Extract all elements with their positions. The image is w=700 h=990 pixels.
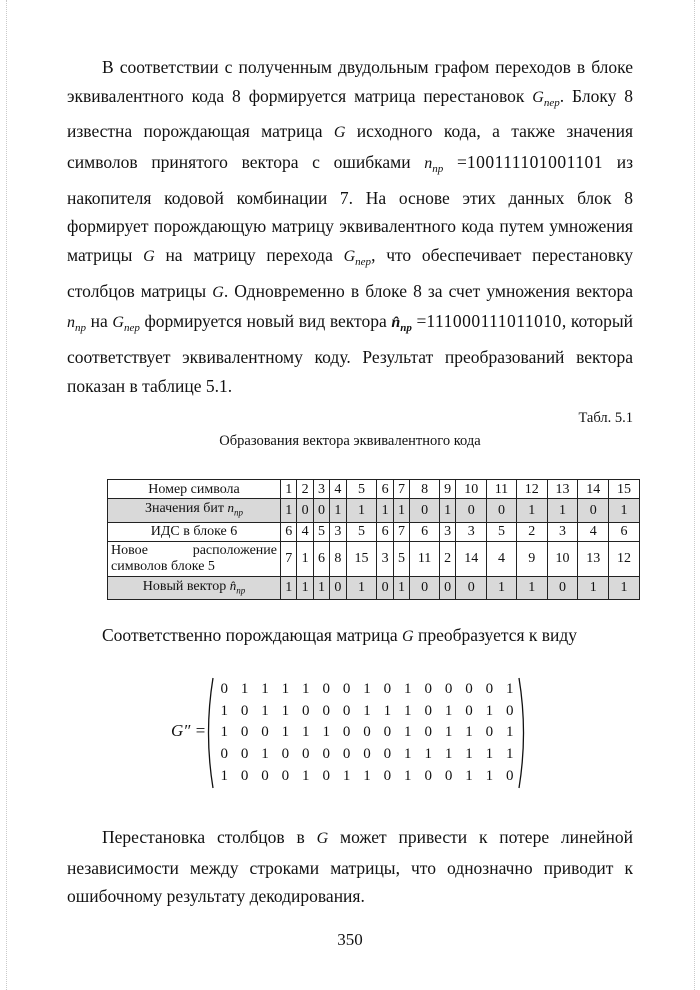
matrix-cell: 0 bbox=[281, 767, 290, 784]
table-cell: 6 bbox=[281, 522, 297, 541]
table-cell: 1 bbox=[609, 576, 640, 600]
matrix-cell: 0 bbox=[281, 746, 290, 763]
matrix-cell: 0 bbox=[465, 702, 473, 719]
paragraph-1: В соответствии с полученным двудольным графом переходов в блоке эквивалентного кода 8 формируется матрица перестановок $G_{пер}$. Блоку 8 известна порождающая матрица G исходного кода, а также значения символов принятого вектора с ошибками $n_{пр} =100111101001101$ из накопителя кодовой комбинации 7. На основе этих данных блок 8 формирует порождающую матрицу эквивалентного кода путем умножения матрицы G на матрицу перехода $G_{пер}$, что обеспечивает перестановку столбцов матрицы G. Одновременно в блоке 8 за счет умножения вектора $n_{пр}$ на $G_{пер}$ формируется новый вид вектора $n̂_{пр} =111000111011010$, который соответствует эквивалентному коду. Результат преобразований вектора показан в таблице 5.1. bbox=[67, 57, 634, 396]
table-cell: 3 bbox=[313, 480, 329, 499]
matrix-cell: 1 bbox=[485, 702, 494, 719]
table-caption: Образования вектора эквивалентного кода bbox=[219, 433, 481, 449]
table-cell: 1 bbox=[346, 576, 377, 600]
table-cell: 0 bbox=[330, 576, 346, 600]
var-g: G bbox=[143, 247, 155, 265]
matrix-cell: 0 bbox=[444, 681, 453, 698]
table-cell: 2 bbox=[516, 522, 547, 541]
table-cell: 2 bbox=[297, 480, 313, 499]
table-cell: 1 bbox=[313, 576, 329, 600]
matrix-cell: 1 bbox=[261, 746, 269, 763]
matrix-cell: 1 bbox=[404, 746, 412, 763]
table-cell: 8 bbox=[410, 480, 440, 499]
matrix-cell: 0 bbox=[444, 767, 453, 784]
var-g: G bbox=[402, 628, 414, 645]
table-cell: 1 bbox=[393, 499, 409, 523]
table-cell: 5 bbox=[346, 480, 377, 499]
table-cell: 14 bbox=[578, 480, 609, 499]
matrix-cell: 0 bbox=[342, 746, 351, 763]
table-cell: 3 bbox=[330, 522, 346, 541]
matrix-cell: 1 bbox=[261, 681, 269, 698]
table-cell: 7 bbox=[393, 522, 409, 541]
table-cell: 1 bbox=[547, 499, 578, 523]
table-cell: 4 bbox=[297, 522, 313, 541]
left-margin-dotted-line bbox=[6, 0, 7, 990]
var-g-per: $G_{пер}$ bbox=[532, 88, 560, 109]
matrix-cell: 1 bbox=[302, 767, 310, 784]
table-cell: 1 bbox=[487, 576, 517, 600]
table-row bbox=[108, 541, 640, 576]
table-cell: 1 bbox=[516, 576, 547, 600]
var-g-per: $G_{пер}$ bbox=[112, 314, 140, 335]
paragraph-2: Соответственно порождающая матрица G преобразуется к виду bbox=[102, 625, 578, 645]
matrix-cell: 1 bbox=[342, 767, 351, 784]
matrix-cell: 0 bbox=[383, 746, 392, 763]
table-cell: 5 bbox=[393, 541, 409, 576]
matrix-cell: 1 bbox=[281, 702, 290, 719]
matrix-cell: 1 bbox=[322, 724, 330, 741]
table-cell: 1 bbox=[516, 499, 547, 523]
matrix-cell: 1 bbox=[363, 767, 371, 784]
page-number: 350 bbox=[337, 930, 363, 949]
table-cell: 0 bbox=[456, 499, 487, 523]
row-header: Значения бит $n_{пр}$ bbox=[108, 499, 281, 523]
matrix-cell: 0 bbox=[322, 702, 330, 719]
matrix-cell: 0 bbox=[240, 767, 249, 784]
table-cell: 1 bbox=[346, 499, 377, 523]
matrix-cell: 1 bbox=[465, 767, 473, 784]
matrix-cell: 1 bbox=[404, 681, 412, 698]
table-cell: 0 bbox=[439, 576, 455, 600]
matrix-cell: 1 bbox=[404, 767, 412, 784]
matrix-cell: 1 bbox=[506, 746, 514, 763]
table-cell: 7 bbox=[393, 480, 409, 499]
matrix-cell: 0 bbox=[485, 724, 494, 741]
table-cell: 4 bbox=[578, 522, 609, 541]
table-cell: 3 bbox=[547, 522, 578, 541]
table-cell: 8 bbox=[330, 541, 346, 576]
matrix-cell: 0 bbox=[220, 681, 228, 698]
matrix-cell: 1 bbox=[240, 681, 249, 698]
matrix-cell: 1 bbox=[302, 681, 310, 698]
table-cell: 0 bbox=[456, 576, 487, 600]
matrix-cell: 0 bbox=[240, 746, 249, 763]
matrix-cell: 1 bbox=[363, 681, 371, 698]
table-cell: 3 bbox=[456, 522, 487, 541]
matrix-cell: 1 bbox=[404, 724, 412, 741]
row-header: ИДС в блоке 6 bbox=[108, 522, 281, 541]
table-cell: 10 bbox=[456, 480, 487, 499]
table-cell: 3 bbox=[377, 541, 393, 576]
row-header: Новое расположение символов блоке 5 bbox=[108, 541, 281, 576]
matrix-cell: 1 bbox=[281, 724, 290, 741]
table-cell: 1 bbox=[578, 576, 609, 600]
table-number: Табл. 5.1 bbox=[578, 410, 633, 426]
table-cell: 6 bbox=[609, 522, 640, 541]
matrix-cell: 1 bbox=[444, 724, 453, 741]
received-vector-bits: 100111101001101 bbox=[466, 151, 604, 172]
matrix-cell: 1 bbox=[220, 767, 228, 784]
var-g: G bbox=[212, 283, 224, 301]
table-cell: 0 bbox=[377, 576, 393, 600]
matrix-cell: 0 bbox=[506, 702, 514, 719]
matrix-cell: 1 bbox=[302, 724, 310, 741]
table-cell: 1 bbox=[297, 541, 313, 576]
table-cell: 1 bbox=[281, 499, 297, 523]
row-header: Номер символа bbox=[108, 480, 281, 499]
var-g: G bbox=[333, 124, 346, 142]
table-cell: 6 bbox=[410, 522, 440, 541]
table-cell: 0 bbox=[297, 499, 313, 523]
matrix-grid bbox=[214, 679, 520, 787]
table-cell: 5 bbox=[313, 522, 329, 541]
table-cell: 12 bbox=[516, 480, 547, 499]
matrix-cell: 0 bbox=[424, 702, 432, 719]
table-cell: 3 bbox=[439, 522, 455, 541]
matrix-cell: 0 bbox=[302, 702, 310, 719]
matrix-cell: 0 bbox=[383, 681, 392, 698]
matrix-cell: 0 bbox=[322, 681, 330, 698]
matrix-cell: 0 bbox=[240, 724, 249, 741]
table-cell: 0 bbox=[547, 576, 578, 600]
matrix-cell: 0 bbox=[220, 746, 228, 763]
var-g-per: $G_{пер}$ bbox=[343, 247, 372, 269]
matrix-cell: 1 bbox=[506, 681, 514, 698]
right-margin-dotted-line bbox=[694, 0, 695, 990]
matrix-cell: 0 bbox=[240, 702, 249, 719]
table-cell: 0 bbox=[410, 576, 440, 600]
var-n-pr: $n_{пр}$ bbox=[424, 154, 444, 176]
row-header: Новый вектор $n̂_{пр}$ bbox=[108, 576, 281, 600]
matrix-cell: 0 bbox=[322, 767, 330, 784]
table-cell: 12 bbox=[609, 541, 640, 576]
matrix-cell: 0 bbox=[322, 746, 330, 763]
table-cell: 1 bbox=[393, 576, 409, 600]
table-row bbox=[108, 480, 640, 499]
matrix-cell: 1 bbox=[424, 746, 432, 763]
matrix-cell: 1 bbox=[220, 724, 228, 741]
matrix-cell: 0 bbox=[261, 767, 269, 784]
table-cell: 14 bbox=[456, 541, 487, 576]
matrix-cell: 1 bbox=[383, 702, 392, 719]
matrix-cell: 1 bbox=[404, 702, 412, 719]
matrix-label: G″ = bbox=[171, 721, 207, 740]
table-cell: 15 bbox=[609, 480, 640, 499]
table-cell: 6 bbox=[377, 480, 393, 499]
table-cell: 1 bbox=[281, 480, 297, 499]
generator-matrix bbox=[202, 675, 530, 791]
table-cell: 13 bbox=[547, 480, 578, 499]
table-cell: 11 bbox=[410, 541, 440, 576]
matrix-cell: 1 bbox=[444, 746, 453, 763]
table-cell: 5 bbox=[487, 522, 517, 541]
table-cell: 0 bbox=[313, 499, 329, 523]
matrix-cell: 0 bbox=[424, 681, 432, 698]
matrix-cell: 1 bbox=[485, 767, 494, 784]
new-vector-bits: 111000111011010 bbox=[426, 311, 562, 332]
matrix-cell: 0 bbox=[342, 702, 351, 719]
table-row bbox=[108, 499, 640, 523]
table-cell: 2 bbox=[439, 541, 455, 576]
matrix-cell: 0 bbox=[383, 767, 392, 784]
matrix-cell: 0 bbox=[506, 767, 514, 784]
vector-transform-table bbox=[107, 479, 640, 600]
table-cell: 4 bbox=[487, 541, 517, 576]
matrix-cell: 1 bbox=[506, 724, 514, 741]
paragraph-3: Перестановка столбцов в G может привести к потере линейной независимости между строками матрицы, что однозначно приводит к ошибочному результату декодирования. bbox=[67, 827, 633, 907]
matrix-cell: 0 bbox=[363, 724, 371, 741]
matrix-cell: 1 bbox=[220, 702, 228, 719]
matrix-cell: 1 bbox=[444, 702, 453, 719]
table-cell: 9 bbox=[516, 541, 547, 576]
matrix-cell: 0 bbox=[383, 724, 392, 741]
matrix-cell: 1 bbox=[485, 746, 494, 763]
table-cell: 9 bbox=[439, 480, 455, 499]
matrix-cell: 1 bbox=[261, 702, 269, 719]
table-cell: 6 bbox=[313, 541, 329, 576]
var-n-pr: $n_{пр}$ bbox=[67, 314, 86, 335]
matrix-cell: 0 bbox=[485, 681, 494, 698]
table-cell: 4 bbox=[330, 480, 346, 499]
table-cell: 0 bbox=[410, 499, 440, 523]
matrix-cell: 0 bbox=[302, 746, 310, 763]
matrix-cell: 0 bbox=[261, 724, 269, 741]
table-row bbox=[108, 522, 640, 541]
table-cell: 1 bbox=[377, 499, 393, 523]
var-g: G bbox=[316, 830, 329, 847]
table-cell: 1 bbox=[281, 576, 297, 600]
table-cell: 0 bbox=[487, 499, 517, 523]
matrix-cell: 0 bbox=[342, 681, 351, 698]
matrix-cell: 1 bbox=[281, 681, 290, 698]
table-cell: 11 bbox=[487, 480, 517, 499]
var-n-hat-pr: $n̂_{пр}$ bbox=[391, 314, 412, 335]
table-cell: 5 bbox=[346, 522, 377, 541]
table-cell: 0 bbox=[578, 499, 609, 523]
table-cell: 13 bbox=[578, 541, 609, 576]
matrix-cell: 0 bbox=[363, 746, 371, 763]
matrix-cell: 1 bbox=[465, 724, 473, 741]
table-cell: 1 bbox=[330, 499, 346, 523]
matrix-cell: 0 bbox=[465, 681, 473, 698]
matrix-cell: 0 bbox=[424, 724, 432, 741]
table-cell: 6 bbox=[377, 522, 393, 541]
table-cell: 7 bbox=[281, 541, 297, 576]
matrix-cell: 0 bbox=[424, 767, 432, 784]
table-cell: 1 bbox=[439, 499, 455, 523]
table-cell: 1 bbox=[297, 576, 313, 600]
table-cell: 1 bbox=[609, 499, 640, 523]
matrix-cell: 1 bbox=[363, 702, 371, 719]
table-row bbox=[108, 576, 640, 600]
table-cell: 10 bbox=[547, 541, 578, 576]
matrix-cell: 1 bbox=[465, 746, 473, 763]
matrix-cell: 0 bbox=[342, 724, 351, 741]
table-cell: 15 bbox=[346, 541, 377, 576]
